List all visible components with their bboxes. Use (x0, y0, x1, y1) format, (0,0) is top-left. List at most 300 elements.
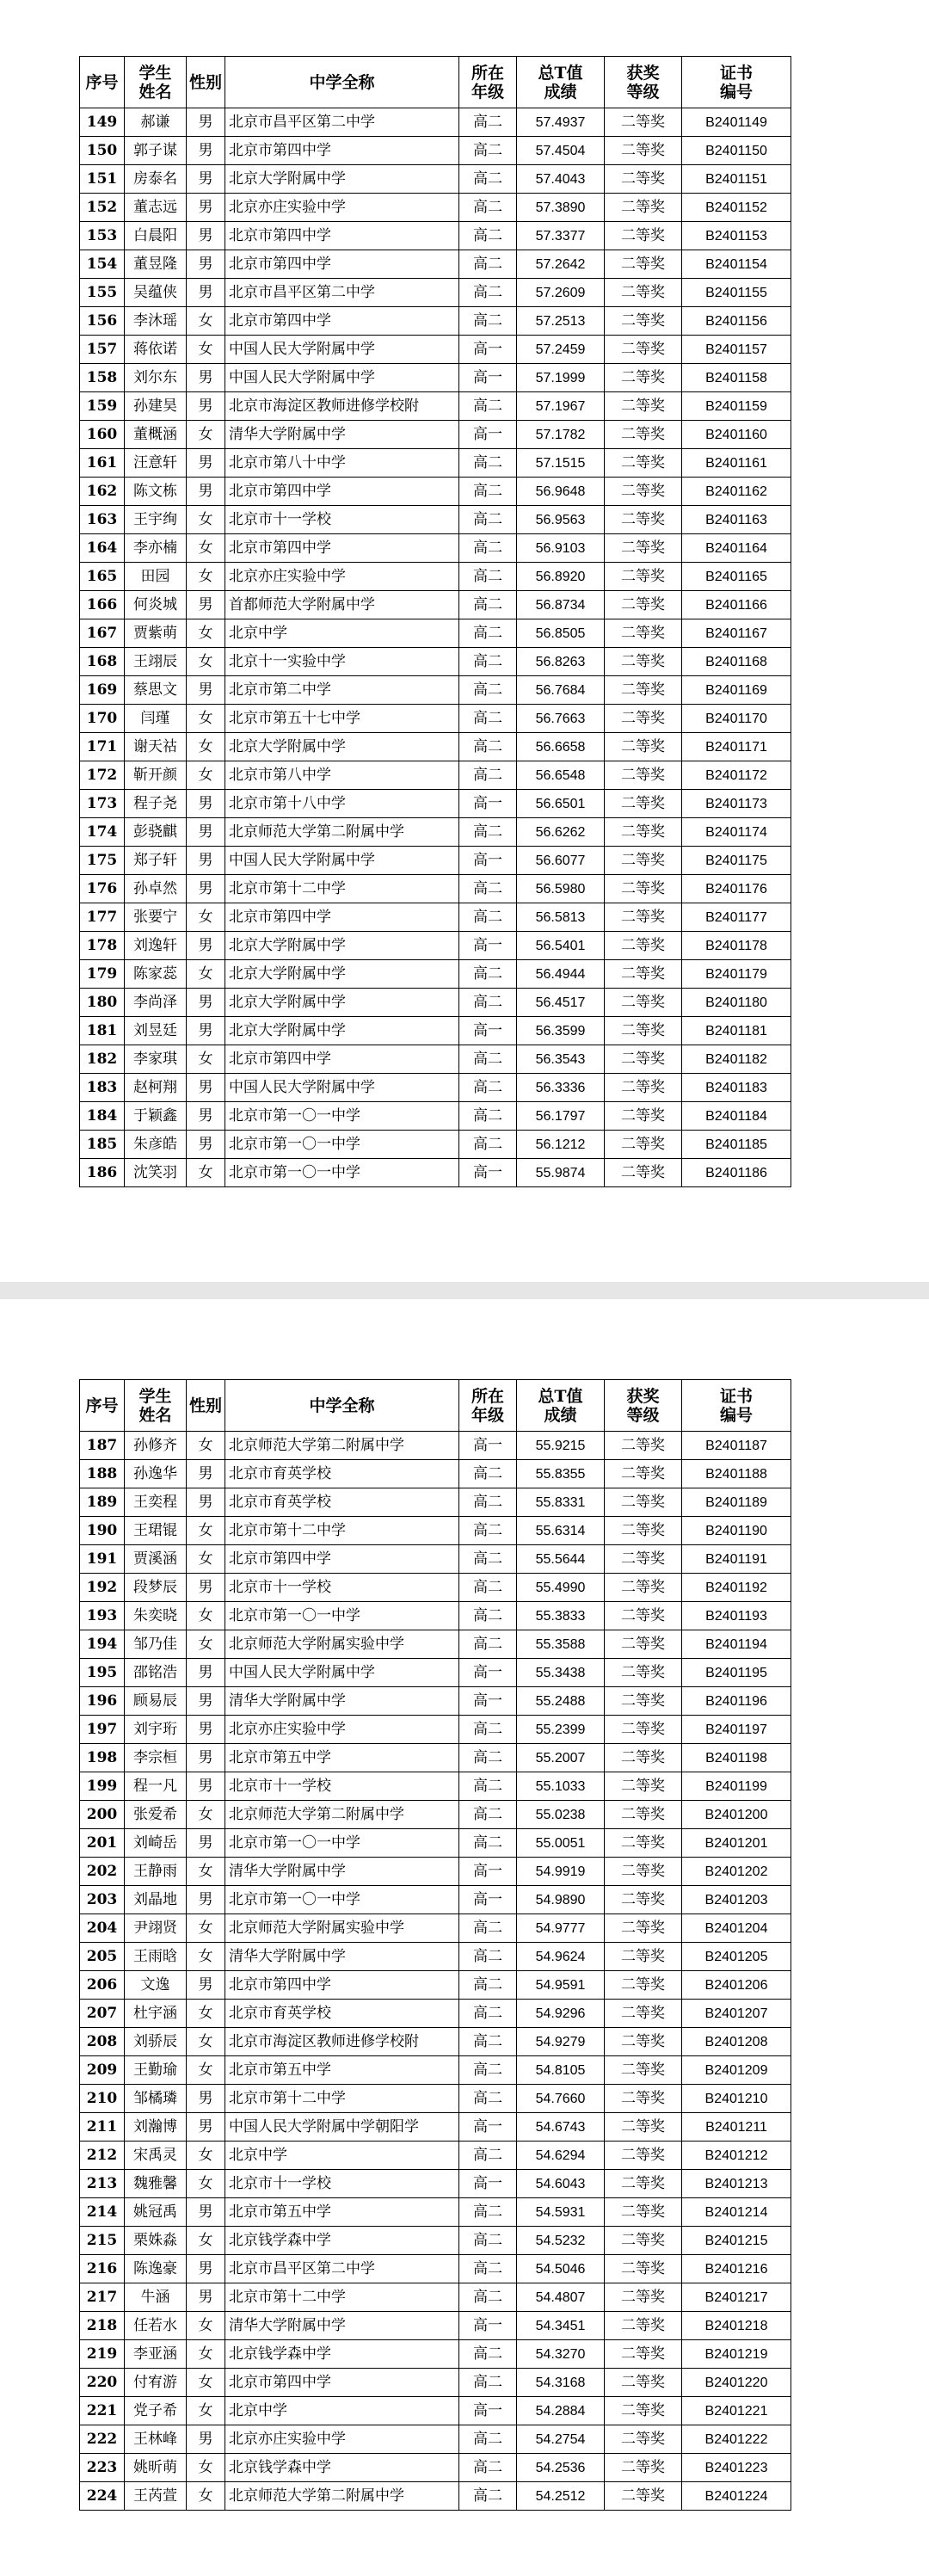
serial-number-cell: 188 (80, 1460, 125, 1488)
serial-number-cell: 169 (80, 676, 125, 705)
gender-cell: 女 (187, 2312, 225, 2340)
table-row (80, 1630, 791, 1659)
serial-number-cell: 210 (80, 2085, 125, 2113)
school-name-cell: 北京市十一学校 (225, 1772, 459, 1801)
award-level-cell: 二等奖 (605, 478, 682, 506)
gender-cell: 女 (187, 1858, 225, 1886)
gender-cell: 男 (187, 1886, 225, 1914)
certificate-number-cell: B2401164 (682, 534, 791, 563)
student-name-cell: 朱奕晓 (125, 1602, 187, 1630)
serial-number-cell: 207 (80, 2000, 125, 2028)
award-level-cell: 二等奖 (605, 1744, 682, 1772)
certificate-number-cell: B2401190 (682, 1517, 791, 1545)
school-name-cell: 北京市第一〇一中学 (225, 1102, 459, 1131)
certificate-number-cell: B2401171 (682, 733, 791, 761)
student-name-cell: 靳开颜 (125, 761, 187, 790)
gender-cell: 女 (187, 733, 225, 761)
total-t-score-cell: 54.4807 (517, 2283, 605, 2312)
table-row (80, 1772, 791, 1801)
total-t-score-cell: 54.6743 (517, 2113, 605, 2142)
award-level-cell: 二等奖 (605, 279, 682, 307)
grade-cell: 高一 (459, 1659, 517, 1687)
header-serial-number: 序号 (80, 57, 125, 108)
total-t-score-cell: 57.3377 (517, 222, 605, 250)
gender-cell: 男 (187, 222, 225, 250)
gender-cell: 男 (187, 2425, 225, 2454)
award-level-cell: 二等奖 (605, 1858, 682, 1886)
certificate-number-cell: B2401181 (682, 1017, 791, 1045)
serial-number-cell: 213 (80, 2170, 125, 2198)
table-row (80, 1432, 791, 1460)
student-name-cell: 郭子谋 (125, 137, 187, 165)
award-level-cell: 二等奖 (605, 1102, 682, 1131)
certificate-number-cell: B2401210 (682, 2085, 791, 2113)
table-row (80, 1886, 791, 1914)
award-level-cell: 二等奖 (605, 903, 682, 932)
grade-cell: 高二 (459, 506, 517, 534)
grade-cell: 高二 (459, 648, 517, 676)
student-name-cell: 刘骄辰 (125, 2028, 187, 2056)
certificate-number-cell: B2401212 (682, 2142, 791, 2170)
serial-number-cell: 174 (80, 818, 125, 847)
total-t-score-cell: 55.2007 (517, 1744, 605, 1772)
award-level-cell: 二等奖 (605, 960, 682, 989)
table-row (80, 989, 791, 1017)
grade-cell: 高一 (459, 1858, 517, 1886)
gender-cell: 男 (187, 1131, 225, 1159)
header-award-level: 获奖 等级 (605, 1380, 682, 1432)
student-name-cell: 李尚泽 (125, 989, 187, 1017)
student-name-cell: 赵柯翔 (125, 1074, 187, 1102)
grade-cell: 高二 (459, 279, 517, 307)
student-name-cell: 彭骁麒 (125, 818, 187, 847)
school-name-cell: 中国人民大学附属中学 (225, 1659, 459, 1687)
award-level-cell: 二等奖 (605, 733, 682, 761)
award-table (79, 56, 791, 1187)
total-t-score-cell: 54.5931 (517, 2198, 605, 2227)
serial-number-cell: 172 (80, 761, 125, 790)
award-level-cell: 二等奖 (605, 1687, 682, 1716)
gender-cell: 女 (187, 1943, 225, 1971)
gender-cell: 女 (187, 1602, 225, 1630)
gender-cell: 男 (187, 591, 225, 619)
table-row (80, 222, 791, 250)
serial-number-cell: 220 (80, 2369, 125, 2397)
certificate-number-cell: B2401173 (682, 790, 791, 818)
certificate-number-cell: B2401219 (682, 2340, 791, 2369)
school-name-cell: 北京市第四中学 (225, 2369, 459, 2397)
total-t-score-cell: 56.8734 (517, 591, 605, 619)
grade-cell: 高二 (459, 960, 517, 989)
grade-cell: 高二 (459, 2198, 517, 2227)
certificate-number-cell: B2401222 (682, 2425, 791, 2454)
award-level-cell: 二等奖 (605, 563, 682, 591)
grade-cell: 高二 (459, 1517, 517, 1545)
student-name-cell: 王林峰 (125, 2425, 187, 2454)
table-row (80, 478, 791, 506)
certificate-number-cell: B2401175 (682, 847, 791, 875)
total-t-score-cell: 57.2459 (517, 336, 605, 364)
total-t-score-cell: 56.9648 (517, 478, 605, 506)
total-t-score-cell: 54.9624 (517, 1943, 605, 1971)
table-row (80, 1102, 791, 1131)
award-level-cell: 二等奖 (605, 1602, 682, 1630)
grade-cell: 高二 (459, 591, 517, 619)
student-name-cell: 王宇绚 (125, 506, 187, 534)
table-row (80, 1045, 791, 1074)
award-level-cell: 二等奖 (605, 194, 682, 222)
grade-cell: 高二 (459, 2085, 517, 2113)
serial-number-cell: 168 (80, 648, 125, 676)
award-level-cell: 二等奖 (605, 1716, 682, 1744)
table-row (80, 563, 791, 591)
school-name-cell: 北京中学 (225, 619, 459, 648)
student-name-cell: 蒋依诺 (125, 336, 187, 364)
total-t-score-cell: 54.2884 (517, 2397, 605, 2425)
school-name-cell: 中国人民大学附属中学 (225, 364, 459, 392)
certificate-number-cell: B2401183 (682, 1074, 791, 1102)
serial-number-cell: 179 (80, 960, 125, 989)
certificate-number-cell: B2401149 (682, 108, 791, 137)
table-row (80, 2113, 791, 2142)
serial-number-cell: 181 (80, 1017, 125, 1045)
total-t-score-cell: 54.2536 (517, 2454, 605, 2482)
gender-cell: 女 (187, 534, 225, 563)
school-name-cell: 中国人民大学附属中学朝阳学 (225, 2113, 459, 2142)
grade-cell: 高二 (459, 137, 517, 165)
gender-cell: 女 (187, 648, 225, 676)
grade-cell: 高一 (459, 2113, 517, 2142)
certificate-number-cell: B2401215 (682, 2227, 791, 2255)
grade-cell: 高一 (459, 364, 517, 392)
award-level-cell: 二等奖 (605, 137, 682, 165)
certificate-number-cell: B2401169 (682, 676, 791, 705)
award-level-cell: 二等奖 (605, 2142, 682, 2170)
total-t-score-cell: 54.6294 (517, 2142, 605, 2170)
grade-cell: 高二 (459, 2369, 517, 2397)
student-name-cell: 王珺锟 (125, 1517, 187, 1545)
certificate-number-cell: B2401186 (682, 1159, 791, 1187)
serial-number-cell: 156 (80, 307, 125, 336)
grade-cell: 高二 (459, 534, 517, 563)
serial-number-cell: 204 (80, 1914, 125, 1943)
school-name-cell: 北京钱学森中学 (225, 2340, 459, 2369)
award-level-cell: 二等奖 (605, 2454, 682, 2482)
total-t-score-cell: 54.3451 (517, 2312, 605, 2340)
grade-cell: 高一 (459, 1017, 517, 1045)
gender-cell: 女 (187, 761, 225, 790)
grade-cell: 高二 (459, 2028, 517, 2056)
header-total-t-score: 总T值 成绩 (517, 57, 605, 108)
serial-number-cell: 164 (80, 534, 125, 563)
serial-number-cell: 222 (80, 2425, 125, 2454)
total-t-score-cell: 54.2754 (517, 2425, 605, 2454)
award-level-cell: 二等奖 (605, 1630, 682, 1659)
student-name-cell: 邹乃佳 (125, 1630, 187, 1659)
serial-number-cell: 185 (80, 1131, 125, 1159)
table-row (80, 1829, 791, 1858)
gender-cell: 女 (187, 563, 225, 591)
serial-number-cell: 212 (80, 2142, 125, 2170)
award-level-cell: 二等奖 (605, 989, 682, 1017)
serial-number-cell: 182 (80, 1045, 125, 1074)
student-name-cell: 孙建昊 (125, 392, 187, 421)
table-row (80, 1545, 791, 1574)
award-level-cell: 二等奖 (605, 108, 682, 137)
table-row (80, 2482, 791, 2511)
serial-number-cell: 206 (80, 1971, 125, 2000)
certificate-number-cell: B2401163 (682, 506, 791, 534)
certificate-number-cell: B2401220 (682, 2369, 791, 2397)
gender-cell: 男 (187, 2255, 225, 2283)
student-name-cell: 李亚涵 (125, 2340, 187, 2369)
gender-cell: 男 (187, 875, 225, 903)
student-name-cell: 宋禹灵 (125, 2142, 187, 2170)
certificate-number-cell: B2401153 (682, 222, 791, 250)
certificate-number-cell: B2401168 (682, 648, 791, 676)
student-name-cell: 陈文栋 (125, 478, 187, 506)
grade-cell: 高二 (459, 165, 517, 194)
certificate-number-cell: B2401221 (682, 2397, 791, 2425)
total-t-score-cell: 55.9874 (517, 1159, 605, 1187)
certificate-number-cell: B2401172 (682, 761, 791, 790)
grade-cell: 高二 (459, 1131, 517, 1159)
results-page-2 (79, 1379, 791, 2511)
table-row (80, 2369, 791, 2397)
total-t-score-cell: 55.1033 (517, 1772, 605, 1801)
grade-cell: 高二 (459, 2056, 517, 2085)
gender-cell: 男 (187, 1017, 225, 1045)
certificate-number-cell: B2401192 (682, 1574, 791, 1602)
certificate-number-cell: B2401207 (682, 2000, 791, 2028)
school-name-cell: 首都师范大学附属中学 (225, 591, 459, 619)
student-name-cell: 朱彦皓 (125, 1131, 187, 1159)
total-t-score-cell: 54.9777 (517, 1914, 605, 1943)
table-row (80, 250, 791, 279)
gender-cell: 男 (187, 1074, 225, 1102)
school-name-cell: 北京师范大学第二附属中学 (225, 1432, 459, 1460)
school-name-cell: 北京市第四中学 (225, 307, 459, 336)
gender-cell: 男 (187, 1744, 225, 1772)
certificate-number-cell: B2401156 (682, 307, 791, 336)
award-level-cell: 二等奖 (605, 1045, 682, 1074)
results-page-1 (79, 56, 791, 1187)
header-gender: 性别 (187, 1380, 225, 1432)
grade-cell: 高二 (459, 1801, 517, 1829)
award-level-cell: 二等奖 (605, 2397, 682, 2425)
total-t-score-cell: 56.1212 (517, 1131, 605, 1159)
table-row (80, 1517, 791, 1545)
table-row (80, 137, 791, 165)
certificate-number-cell: B2401179 (682, 960, 791, 989)
table-row (80, 2454, 791, 2482)
gender-cell: 男 (187, 2198, 225, 2227)
award-level-cell: 二等奖 (605, 1772, 682, 1801)
certificate-number-cell: B2401184 (682, 1102, 791, 1131)
gender-cell: 女 (187, 705, 225, 733)
total-t-score-cell: 54.8105 (517, 2056, 605, 2085)
school-name-cell: 北京市育英学校 (225, 1460, 459, 1488)
certificate-number-cell: B2401204 (682, 1914, 791, 1943)
school-name-cell: 中国人民大学附属中学 (225, 336, 459, 364)
certificate-number-cell: B2401165 (682, 563, 791, 591)
gender-cell: 女 (187, 2454, 225, 2482)
school-name-cell: 北京市第五十七中学 (225, 705, 459, 733)
certificate-number-cell: B2401160 (682, 421, 791, 449)
school-name-cell: 北京市第四中学 (225, 250, 459, 279)
certificate-number-cell: B2401198 (682, 1744, 791, 1772)
serial-number-cell: 217 (80, 2283, 125, 2312)
total-t-score-cell: 56.3543 (517, 1045, 605, 1074)
total-t-score-cell: 57.3890 (517, 194, 605, 222)
header-grade: 所在 年级 (459, 1380, 517, 1432)
student-name-cell: 房泰名 (125, 165, 187, 194)
certificate-number-cell: B2401151 (682, 165, 791, 194)
serial-number-cell: 154 (80, 250, 125, 279)
header-student-name: 学生 姓名 (125, 1380, 187, 1432)
school-name-cell: 北京市十一学校 (225, 2170, 459, 2198)
award-level-cell: 二等奖 (605, 1659, 682, 1687)
award-level-cell: 二等奖 (605, 1886, 682, 1914)
table-row (80, 2056, 791, 2085)
header-total-t-score: 总T值 成绩 (517, 1380, 605, 1432)
school-name-cell: 北京大学附属中学 (225, 1017, 459, 1045)
school-name-cell: 北京市育英学校 (225, 1488, 459, 1517)
award-level-cell: 二等奖 (605, 449, 682, 478)
gender-cell: 男 (187, 1716, 225, 1744)
table-row (80, 1914, 791, 1943)
school-name-cell: 北京亦庄实验中学 (225, 2425, 459, 2454)
school-name-cell: 北京市海淀区教师进修学校附 (225, 392, 459, 421)
serial-number-cell: 162 (80, 478, 125, 506)
total-t-score-cell: 56.1797 (517, 1102, 605, 1131)
total-t-score-cell: 56.6262 (517, 818, 605, 847)
school-name-cell: 北京亦庄实验中学 (225, 194, 459, 222)
school-name-cell: 北京师范大学第二附属中学 (225, 2482, 459, 2511)
award-level-cell: 二等奖 (605, 1801, 682, 1829)
certificate-number-cell: B2401180 (682, 989, 791, 1017)
student-name-cell: 贾紫萌 (125, 619, 187, 648)
student-name-cell: 文逸 (125, 1971, 187, 2000)
school-name-cell: 清华大学附属中学 (225, 2312, 459, 2340)
school-name-cell: 北京钱学森中学 (225, 2227, 459, 2255)
school-name-cell: 北京市第四中学 (225, 222, 459, 250)
student-name-cell: 王翊辰 (125, 648, 187, 676)
serial-number-cell: 183 (80, 1074, 125, 1102)
table-header-row (80, 1380, 791, 1432)
serial-number-cell: 152 (80, 194, 125, 222)
award-level-cell: 二等奖 (605, 392, 682, 421)
certificate-number-cell: B2401166 (682, 591, 791, 619)
certificate-number-cell: B2401155 (682, 279, 791, 307)
school-name-cell: 清华大学附属中学 (225, 1687, 459, 1716)
grade-cell: 高二 (459, 1943, 517, 1971)
gender-cell: 女 (187, 1545, 225, 1574)
grade-cell: 高一 (459, 2397, 517, 2425)
grade-cell: 高二 (459, 1574, 517, 1602)
award-level-cell: 二等奖 (605, 1545, 682, 1574)
total-t-score-cell: 56.4944 (517, 960, 605, 989)
student-name-cell: 姚昕萌 (125, 2454, 187, 2482)
total-t-score-cell: 54.9296 (517, 2000, 605, 2028)
gender-cell: 女 (187, 1517, 225, 1545)
serial-number-cell: 177 (80, 903, 125, 932)
table-row (80, 960, 791, 989)
table-row (80, 1074, 791, 1102)
total-t-score-cell: 54.7660 (517, 2085, 605, 2113)
table-row (80, 2425, 791, 2454)
gender-cell: 女 (187, 2369, 225, 2397)
grade-cell: 高二 (459, 2283, 517, 2312)
table-row (80, 705, 791, 733)
grade-cell: 高一 (459, 790, 517, 818)
student-name-cell: 姚冠禹 (125, 2198, 187, 2227)
award-level-cell: 二等奖 (605, 307, 682, 336)
award-level-cell: 二等奖 (605, 648, 682, 676)
serial-number-cell: 208 (80, 2028, 125, 2056)
certificate-number-cell: B2401209 (682, 2056, 791, 2085)
certificate-number-cell: B2401203 (682, 1886, 791, 1914)
total-t-score-cell: 56.5401 (517, 932, 605, 960)
total-t-score-cell: 54.9919 (517, 1858, 605, 1886)
grade-cell: 高一 (459, 2312, 517, 2340)
certificate-number-cell: B2401195 (682, 1659, 791, 1687)
grade-cell: 高二 (459, 563, 517, 591)
total-t-score-cell: 55.8355 (517, 1460, 605, 1488)
grade-cell: 高二 (459, 1772, 517, 1801)
serial-number-cell: 175 (80, 847, 125, 875)
certificate-number-cell: B2401158 (682, 364, 791, 392)
gender-cell: 女 (187, 2056, 225, 2085)
gender-cell: 女 (187, 903, 225, 932)
grade-cell: 高二 (459, 705, 517, 733)
gender-cell: 女 (187, 1045, 225, 1074)
table-row (80, 648, 791, 676)
award-level-cell: 二等奖 (605, 1074, 682, 1102)
student-name-cell: 王静雨 (125, 1858, 187, 1886)
award-level-cell: 二等奖 (605, 165, 682, 194)
gender-cell: 女 (187, 2227, 225, 2255)
student-name-cell: 李家琪 (125, 1045, 187, 1074)
award-level-cell: 二等奖 (605, 1943, 682, 1971)
award-level-cell: 二等奖 (605, 1517, 682, 1545)
certificate-number-cell: B2401213 (682, 2170, 791, 2198)
school-name-cell: 北京钱学森中学 (225, 2454, 459, 2482)
total-t-score-cell: 57.1999 (517, 364, 605, 392)
grade-cell: 高二 (459, 2425, 517, 2454)
serial-number-cell: 155 (80, 279, 125, 307)
table-row (80, 1858, 791, 1886)
table-row (80, 2340, 791, 2369)
table-row (80, 676, 791, 705)
award-level-cell: 二等奖 (605, 250, 682, 279)
header-gender: 性别 (187, 57, 225, 108)
certificate-number-cell: B2401170 (682, 705, 791, 733)
certificate-number-cell: B2401218 (682, 2312, 791, 2340)
grade-cell: 高二 (459, 1460, 517, 1488)
total-t-score-cell: 54.9890 (517, 1886, 605, 1914)
grade-cell: 高二 (459, 2454, 517, 2482)
gender-cell: 男 (187, 932, 225, 960)
total-t-score-cell: 56.6548 (517, 761, 605, 790)
grade-cell: 高一 (459, 932, 517, 960)
total-t-score-cell: 56.9103 (517, 534, 605, 563)
school-name-cell: 北京市十一学校 (225, 1574, 459, 1602)
grade-cell: 高二 (459, 1488, 517, 1517)
total-t-score-cell: 56.5813 (517, 903, 605, 932)
gender-cell: 男 (187, 478, 225, 506)
student-name-cell: 党子希 (125, 2397, 187, 2425)
